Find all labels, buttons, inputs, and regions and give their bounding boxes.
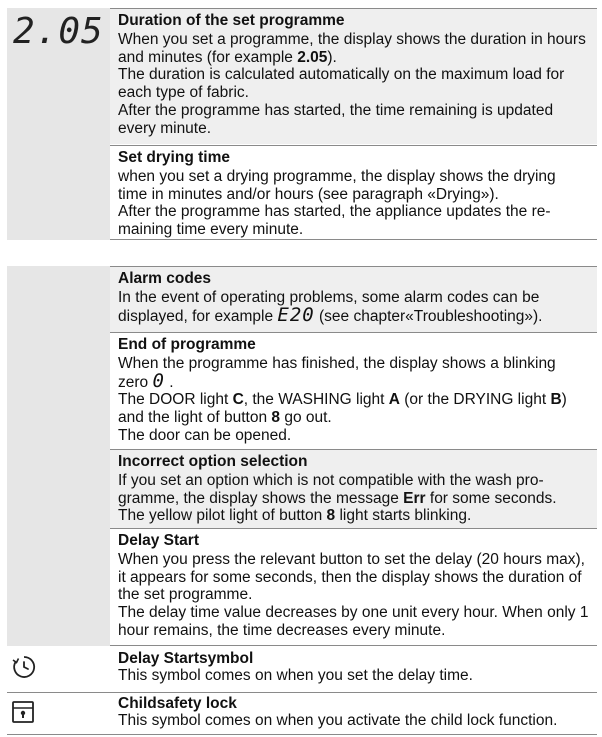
- incorrect-title: Incorrect option selection: [118, 453, 308, 470]
- alarm-code: E20: [277, 303, 315, 326]
- delay-symbol-icon-cell: [7, 650, 110, 690]
- alarm-section: [110, 266, 597, 332]
- child-lock-title: Childsafety lock: [118, 695, 237, 712]
- drying-time-section: [110, 145, 597, 240]
- incorrect-section: [110, 449, 597, 528]
- delay-symbol-title: Delay Startsymbol: [118, 650, 254, 667]
- delay-text-1: When you press the relevant button to set the delay (20 hours max), it appears for some seconds, then the display shows the duration of the set programme.: [118, 551, 585, 604]
- alarm-text: In the event of operating problems, some alarm codes can be displayed, for example E20 (see chapter«Troubleshooting»).: [118, 289, 543, 326]
- delay-symbol-row: [7, 650, 597, 690]
- clock-icon: [11, 654, 37, 685]
- display-duration-block: [7, 8, 597, 240]
- end-title: End of programme: [118, 336, 256, 353]
- duration-title: Duration of the set programme: [118, 12, 345, 29]
- duration-text-1: When you set a programme, the display shows the duration in hours and minutes (for example 2.05).: [118, 31, 586, 66]
- alarm-title: Alarm codes: [118, 270, 212, 287]
- drying-time-text-2: After the programme has started, the appliance updates the re-maining time every minute.: [118, 203, 551, 239]
- delay-title: Delay Start: [118, 532, 199, 549]
- child-lock-icon-cell: [7, 695, 110, 735]
- child-lock-row: [7, 695, 597, 735]
- end-section: [110, 332, 597, 449]
- duration-section: [110, 8, 597, 144]
- drying-time-text-1: when you set a drying programme, the display shows the drying time in minutes and/or hours (see paragraph «Drying»).: [118, 168, 556, 203]
- lock-icon: [11, 699, 35, 730]
- child-lock-text: [110, 695, 597, 729]
- end-text-1: When the programme has finished, the display shows a blinking zero 0 .: [118, 355, 556, 392]
- delay-symbol-text: [110, 650, 597, 684]
- status-left-panel: [7, 266, 110, 646]
- child-lock-desc: This symbol comes on when you activate the child lock function.: [118, 712, 558, 729]
- drying-time-title: Set drying time: [118, 149, 230, 166]
- blinking-zero: 0: [152, 369, 165, 392]
- delay-symbol-desc: This symbol comes on when you set the delay time.: [118, 667, 473, 684]
- duration-text-2: The duration is calculated automatically on the maximum load for each type of fabric.: [118, 66, 565, 102]
- duration-text-3: After the programme has started, the time remaining is updated every minute.: [118, 101, 554, 137]
- display-panel: [7, 8, 110, 240]
- status-block: [7, 266, 597, 646]
- end-text-2: The DOOR light C, the WASHING light A (or the DRYING light B) and the light of button 8 go out.: [118, 391, 567, 427]
- incorrect-text-2: The yellow pilot light of button 8 light starts blinking.: [118, 507, 472, 525]
- incorrect-text-1: If you set an option which is not compatible with the wash pro-gramme, the display shows the message Err for some seconds.: [118, 472, 557, 507]
- end-text-3: The door can be opened.: [118, 426, 292, 444]
- delay-text-2: The delay time value decreases by one unit every hour. When only 1 hour remains, the time decreases every minute.: [118, 604, 589, 639]
- display-example: 2.05: [13, 11, 104, 52]
- delay-section: [110, 528, 597, 646]
